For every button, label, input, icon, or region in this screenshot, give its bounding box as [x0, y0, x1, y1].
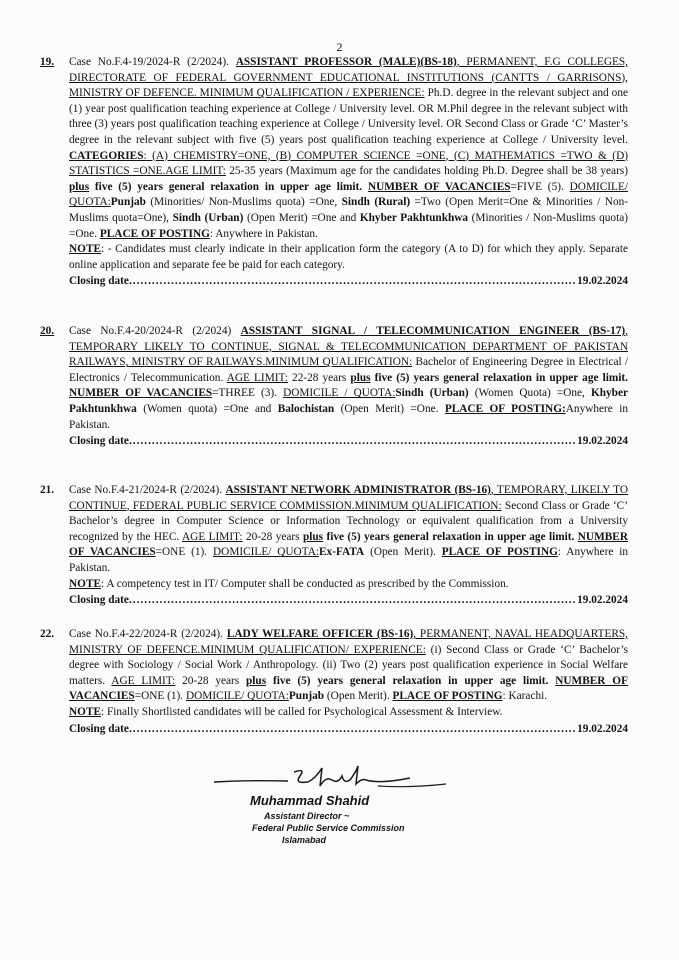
- closing-date-line: [69, 274, 628, 290]
- heading-text: PLACE OF POSTING: [441, 546, 558, 559]
- body-text: : - Candidates must clearly indicate in their application form the category (A to D) for which they apply. Separate online application and separate fee be paid for each category.: [69, 243, 628, 271]
- heading-text: CATEGORIES: [69, 149, 144, 162]
- body-text: : A competency test in IT/ Computer shall be conducted as prescribed by the Commission.: [101, 577, 509, 590]
- bold-text: Punjab: [110, 196, 146, 209]
- bold-text: five (5) years general relaxation in upper age limit.: [370, 371, 628, 384]
- body-text: 20-28 years: [242, 530, 303, 543]
- heading-text: PLACE OF POSTING: [392, 690, 503, 703]
- note-line: [69, 242, 628, 273]
- closing-date-value: 19.02.2024: [577, 594, 628, 607]
- closing-date-label: Closing date: [69, 594, 129, 607]
- bold-text: five (5) years general relaxation in upper age limit.: [323, 530, 578, 543]
- heading-text: plus: [69, 180, 90, 193]
- heading-text: plus: [350, 371, 371, 384]
- signatory-designation: Assistant Director ~: [264, 811, 350, 821]
- heading-text: NUMBER OF VACANCIES: [69, 387, 213, 400]
- underlined-text: DOMICILE/ QUOTA:: [69, 180, 628, 209]
- underlined-text: AGE LIMIT:: [111, 674, 176, 687]
- case-entry: [40, 55, 628, 290]
- bold-text: five (5) years general relaxation in upper age limit.: [89, 180, 368, 193]
- heading-text: plus: [246, 674, 267, 687]
- heading-text: NOTE: [69, 243, 102, 256]
- body-text: Case No.F.4-21/2024-R (2/2024).: [69, 484, 226, 496]
- heading-text: plus: [302, 530, 324, 543]
- dot-leader: [129, 274, 575, 290]
- underlined-text: , PERMANENT, F.G COLLEGES, DIRECTORATE OF FEDERAL GOVERNMENT EDUCATIONAL INSTITUTIONS (CANTTS / GARRISONS), MINISTRY OF DEFENCE. MINIMUM QUALIFICATION / EXPERIENCE:: [69, 56, 628, 100]
- underlined-text: DOMICILE/ QUOTA:: [213, 546, 320, 559]
- body-text: : Karachi.: [502, 690, 548, 703]
- dot-leader: [129, 593, 575, 609]
- body-text: (Open Merit) =One and: [243, 211, 360, 224]
- dot-leader: [129, 434, 575, 450]
- closing-date-line: [69, 434, 628, 450]
- signatory-name: Muhammad Shahid: [250, 793, 370, 808]
- body-text: =ONE (1).: [155, 546, 213, 559]
- body-text: : Finally Shortlisted candidates will be called for Psychological Assessment & Interview.: [101, 705, 503, 718]
- underlined-text: AGE LIMIT:: [226, 371, 288, 384]
- case-notes: [69, 242, 628, 273]
- bold-text: Sindh (Urban): [172, 211, 244, 224]
- underlined-text: : (A) CHEMISTRY=ONE, (B) COMPUTER SCIENCE =ONE, (C) MATHEMATICS =TWO & (D) STATISTICS =ONE.AGE LIMIT:: [69, 149, 628, 178]
- closing-date-line: [69, 593, 628, 609]
- heading-text: ASSISTANT SIGNAL / TELECOMMUNICATION ENGINEER (BS-17): [240, 325, 626, 337]
- body-text: 22-28 years: [287, 371, 351, 384]
- body-text: (Minorities/ Non-Muslims quota) =One,: [145, 196, 342, 209]
- bold-text: Balochistan: [277, 402, 335, 415]
- case-number: 21.: [40, 484, 55, 496]
- case-notes: [69, 705, 628, 721]
- dot-leader: [129, 722, 575, 738]
- case-number: 20.: [40, 325, 55, 337]
- case-entry: [40, 483, 628, 609]
- body-text: (Minorities / Non-Muslims quota) =One.: [69, 211, 628, 240]
- closing-date-label: Closing date: [69, 722, 129, 735]
- heading-text: PLACE OF POSTING: [99, 227, 210, 240]
- closing-date-value: 19.02.2024: [577, 435, 628, 448]
- body-text: Anywhere in Pakistan.: [69, 402, 628, 431]
- underlined-text: DOMICILE / QUOTA:: [283, 387, 396, 400]
- bold-text: Ex-FATA: [319, 546, 365, 559]
- case-text: [69, 627, 628, 705]
- body-text: (Women quota) =One and: [136, 402, 278, 415]
- closing-date-value: 19.02.2024: [577, 722, 628, 735]
- body-text: =FIVE (5).: [510, 180, 570, 193]
- bold-text: Punjab: [288, 690, 325, 703]
- bold-text: Sindh (Urban): [395, 387, 469, 400]
- bold-text: Khyber Pakhtunkhwa: [69, 387, 628, 415]
- body-text: 25-35 years (Maximum age for the candidates holding Ph.D. Degree shall be 38 years): [225, 165, 628, 178]
- closing-date-label: Closing date: [69, 435, 129, 448]
- body-text: (Open Merit).: [324, 690, 393, 703]
- underlined-text: , PERMANENT, NAVAL HEADQUARTERS, MINISTRY OF DEFENCE.MINIMUM QUALIFICATION/ EXPERIENCE:: [69, 628, 629, 656]
- body-text: =THREE (3).: [212, 387, 284, 400]
- heading-text: NUMBER OF VACANCIES: [69, 674, 628, 703]
- case-entry: [40, 627, 628, 737]
- underlined-text: , TEMPORARY, LIKELY TO CONTINUE, FEDERAL PUBLIC SERVICE COMMISSION.MINIMUM QUALIFICATION:: [69, 484, 628, 512]
- bold-text: Khyber Pakhtunkhwa: [359, 211, 469, 224]
- page-number: 2: [336, 40, 343, 54]
- body-text: Case No.F.4-20/2024-R (2/2024): [69, 325, 241, 337]
- body-text: Bachelor of Engineering Degree in Electrical / Electronics / Telecommunication.: [69, 356, 628, 384]
- body-text: Case No.F.4-19/2024-R (2/2024).: [69, 56, 236, 68]
- heading-text: NUMBER OF VACANCIES: [69, 530, 628, 559]
- case-number: 22.: [40, 628, 55, 640]
- closing-date-line: [69, 722, 628, 738]
- body-text: =Two (Open Merit=One & Minorities / Non-Muslims quota=One),: [69, 196, 628, 224]
- underlined-text: DOMICILE/ QUOTA:: [185, 690, 289, 703]
- case-text: [69, 55, 628, 242]
- body-text: (Open Merit).: [364, 546, 442, 559]
- case-text: [69, 483, 628, 577]
- body-text: (Women Quota) =One,: [468, 387, 591, 400]
- heading-text: NUMBER OF VACANCIES: [367, 180, 511, 193]
- body-text: (i) Second Class or Grade ‘C’ Bachelor’s degree with Sociology / Social Work / Anthropology. (ii) Two (2) years post qualification experience in Social Welfare matters.: [69, 643, 628, 687]
- signatory-organization: Federal Public Service Commission: [252, 823, 405, 833]
- underlined-text: , TEMPORARY LIKELY TO CONTINUE, SIGNAL & TELECOMMUNICATION DEPARTMENT OF PAKISTAN RAILWAYS, MINISTRY OF RAILWAYS.MINIMUM QUALIFICATION:: [69, 325, 628, 369]
- handwritten-signature: [210, 762, 470, 794]
- case-number: 19.: [40, 56, 55, 68]
- case-entry: [40, 324, 628, 450]
- heading-text: NOTE: [69, 705, 102, 718]
- heading-text: ASSISTANT NETWORK ADMINISTRATOR (BS-16): [225, 484, 491, 496]
- body-text: : Anywhere in Pakistan.: [69, 546, 629, 574]
- signatory-city: Islamabad: [282, 835, 327, 845]
- body-text: Ph.D. degree in the relevant subject and one (1) year post qualification teaching experience at College / University level. OR M.Phil degree in the relevant subject with three (3) years post qualification teaching experience at College / University level. OR Second Class or Grade ‘C’ Master’s degree in the relevant subject with five (5) years post qualification teaching experience at College / University level.: [69, 87, 628, 146]
- body-text: : Anywhere in Pakistan.: [209, 227, 318, 240]
- heading-text: PLACE OF POSTING:: [444, 402, 566, 415]
- heading-text: LADY WELFARE OFFICER (BS-16): [226, 628, 414, 640]
- underlined-text: AGE LIMIT:: [182, 530, 243, 543]
- bold-text: five (5) years general relaxation in upper age limit.: [266, 674, 556, 687]
- body-text: (Open Merit) =One.: [334, 402, 445, 415]
- bold-text: Sindh (Rural): [341, 196, 411, 209]
- note-line: [69, 705, 628, 721]
- body-text: =ONE (1).: [134, 690, 186, 703]
- note-line: [69, 577, 628, 593]
- body-text: Second Class or Grade ‘C’ Bachelor’s degree in Computer Science or Information Technology or equivalent qualification from a University recognized by the HEC.: [69, 499, 628, 543]
- heading-text: NOTE: [69, 577, 102, 590]
- body-text: 20-28 years: [175, 674, 246, 687]
- case-text: [69, 324, 628, 433]
- closing-date-value: 19.02.2024: [577, 275, 628, 288]
- body-text: Case No.F.4-22/2024-R (2/2024).: [69, 628, 227, 640]
- heading-text: ASSISTANT PROFESSOR (MALE)(BS-18): [235, 56, 457, 68]
- case-notes: [69, 577, 628, 593]
- closing-date-label: Closing date: [69, 275, 129, 288]
